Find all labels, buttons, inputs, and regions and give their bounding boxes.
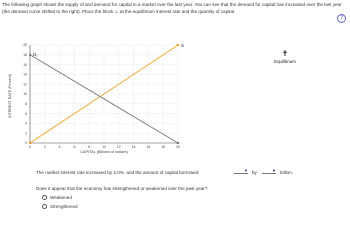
series-endpoint	[29, 54, 31, 56]
option-strengthened-label: Strengthened	[50, 204, 78, 209]
option-strengthened[interactable]	[42, 204, 78, 209]
x-tick-label: 14	[131, 145, 136, 149]
y-tick-label: 6	[25, 111, 27, 116]
question-text: Does it appear that the economy has strengthened or weakened over the past year?	[36, 186, 208, 191]
y-tick-label: 0	[25, 141, 27, 146]
y-tick-label: 12	[23, 82, 27, 87]
radio-weakened[interactable]	[42, 195, 47, 200]
x-axis-label: CAPITAL (Billions of dollars)	[80, 150, 128, 154]
y-tick-label: 18	[23, 53, 27, 57]
equilibrium-tool-label: Equilibrium	[274, 59, 296, 64]
series-label: S	[181, 43, 184, 48]
option-weakened[interactable]	[42, 195, 72, 200]
crosshair-icon[interactable]: ✝	[281, 49, 289, 58]
series-endpoint	[177, 44, 179, 46]
x-tick-label: 4	[58, 145, 61, 149]
y-tick-label: 14	[23, 72, 27, 77]
x-tick-label: 8	[88, 145, 91, 149]
result-sentence: The market interest rate increased by 2.0%, and the amount of capital borrowed	[36, 170, 199, 175]
x-tick-label: 6	[73, 145, 76, 149]
amount-dropdown[interactable]: ▼	[262, 168, 276, 174]
unit-label: billion.	[280, 170, 294, 175]
series-endpoint	[29, 142, 31, 144]
y-tick-label: 4	[25, 121, 27, 126]
radio-strengthened[interactable]	[42, 204, 47, 209]
series-endpoint	[177, 142, 179, 144]
y-tick-label: 8	[25, 102, 27, 106]
x-tick-label: 20	[176, 145, 180, 149]
x-tick-label: 0	[29, 145, 31, 149]
x-tick-label: 10	[102, 145, 106, 149]
y-tick-label: 10	[23, 92, 27, 97]
y-tick-label: 20	[23, 43, 27, 48]
equilibrium-tool[interactable]	[265, 50, 305, 64]
option-weakened-label: Weakened	[50, 195, 72, 200]
series-label: D₁	[33, 51, 38, 57]
x-tick-label: 18	[161, 145, 166, 149]
y-axis-label: INTEREST RATE (Percent)	[8, 74, 12, 118]
by-label: by	[252, 170, 257, 175]
x-tick-label: 2	[43, 145, 46, 149]
x-tick-label: 12	[116, 145, 121, 149]
y-tick-label: 2	[25, 131, 27, 136]
x-tick-label: 16	[146, 145, 151, 149]
instructions: The following graph shows the supply of and demand for capital in a market over the last year. You can see that the demand for capital has increased over the last year (the demand curve shifted to the right). Place the block ⊥ at the equilibrium interest rate and the quantity of capital.	[2, 2, 342, 14]
y-tick-label: 16	[23, 62, 27, 67]
direction-dropdown[interactable]: ▼	[234, 168, 248, 174]
question-mark-icon[interactable]: ?	[337, 14, 346, 23]
